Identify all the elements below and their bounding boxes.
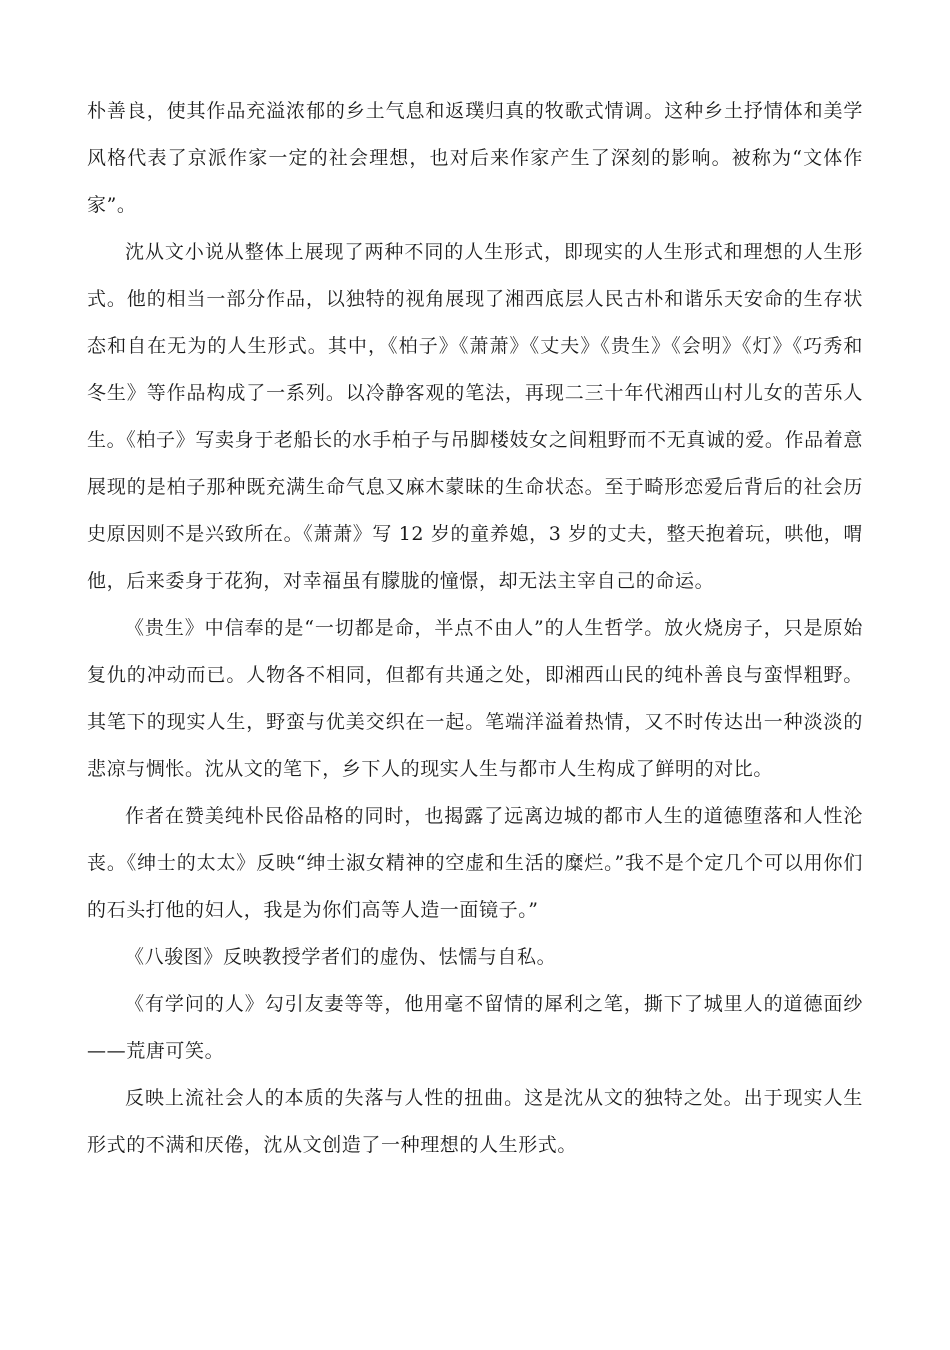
paragraph-3: 《贵生》中信奉的是“一切都是命，半点不由人”的人生哲学。放火烧房子，只是原始复仇的冲动而已。人物各不相同，但都有共通之处，即湘西山民的纯朴善良与蛮悍粗野。其笔下的现实人生，野蛮与优美交织在一起。笔端洋溢着热情，又不时传达出一种淡淡的悲凉与惆怅。沈从文的笔下，乡下人的现实人生与都市人生构成了鲜明的对比。 [87,617,863,780]
paragraph-6: 《有学问的人》勾引友妻等等，他用毫不留情的犀利之笔，撕下了城里人的道德面纱——荒唐可笑。 [87,993,863,1062]
paragraph-2: 沈从文小说从整体上展现了两种不同的人生形式，即现实的人生形式和理想的人生形式。他的相当一部分作品，以独特的视角展现了湘西底层人民古朴和谐乐天安命的生存状态和自在无为的人生形式。其中，《柏子》《萧萧》《丈夫》《贵生》《会明》《灯》《巧秀和冬生》等作品构成了一系列。以冷静客观的笔法，再现二三十年代湘西山村儿女的苦乐人生。《柏子》写卖身于老船长的水手柏子与吊脚楼妓女之间粗野而不无真诚的爱。作品着意展现的是柏子那种既充满生命气息又麻木蒙昧的生命状态。至于畸形恋爱后背后的社会历史原因则不是兴致所在。《萧萧》写 12 岁的童养媳，3 岁的丈夫，整天抱着玩，哄他，喟他，后来委身于花狗，对幸福虽有朦胧的憧憬，却无法主宰自己的命运。 [87,241,863,592]
paragraph-5: 《八骏图》反映教授学者们的虚伪、怯懦与自私。 [125,946,557,968]
paragraph-1: 朴善良，使其作品充溢浓郁的乡土气息和返璞归真的牧歌式情调。这种乡土抒情体和美学风格代表了京派作家一定的社会理想，也对后来作家产生了深刻的影响。被称为“文体作家”。 [87,100,863,216]
paragraph-7: 反映上流社会人的本质的失落与人性的扭曲。这是沈从文的独特之处。出于现实人生形式的不满和厌倦，沈从文创造了一种理想的人生形式。 [87,1087,863,1156]
paragraph-4: 作者在赞美纯朴民俗品格的同时，也揭露了远离边城的都市人生的道德堕落和人性沦丧。《绅士的太太》反映“绅士淑女精神的空虚和生活的糜烂。”我不是个定几个可以用你们的石头打他的妇人，我是为你们高等人造一面镜子。” [87,805,863,921]
document-body [87,88,863,1169]
